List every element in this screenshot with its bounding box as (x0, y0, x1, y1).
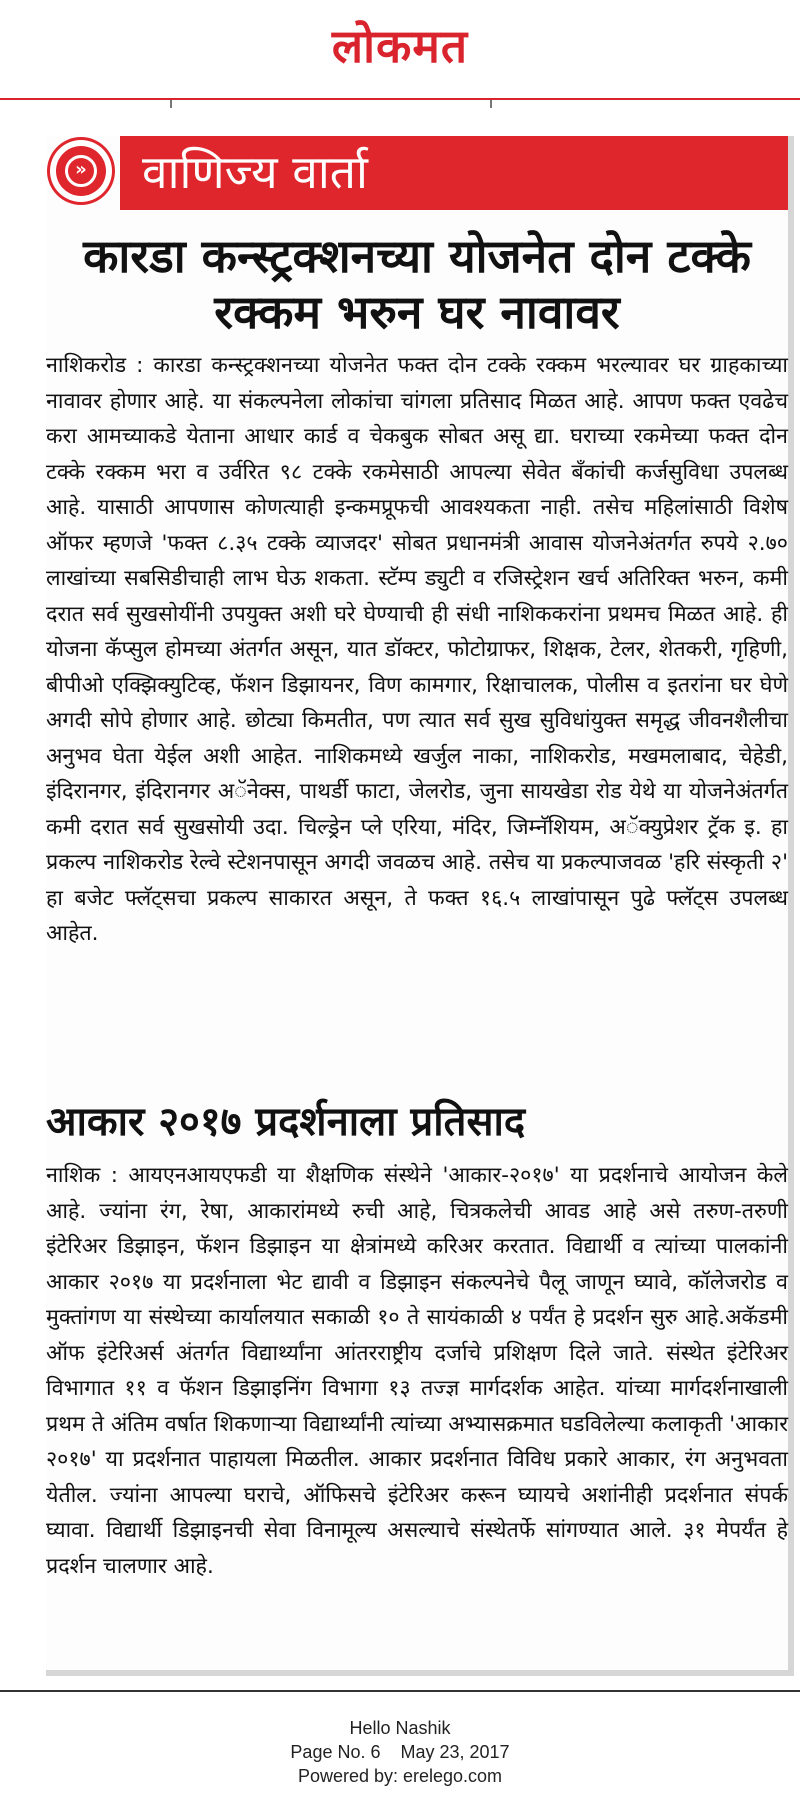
masthead-tick (170, 100, 172, 108)
footer-page-date: Page No. 6 May 23, 2017 (290, 1742, 510, 1762)
footer-powered-by: Powered by: erelego.com (297, 1766, 503, 1786)
footer-edition: Hello Nashik (349, 1718, 451, 1738)
section-badge-icon (50, 140, 112, 202)
section-title: वाणिज्य वार्ता (142, 145, 368, 199)
newspaper-logo: लोकमत (331, 19, 469, 73)
page-footer (0, 1716, 800, 1788)
article-2-headline: आकार २०१७ प्रदर्शनाला प्रतिसाद (46, 1099, 526, 1145)
article-1-body: नाशिकरोड : कारडा कन्स्ट्रक्शनच्या योजनेत फक्त दोन टक्के रक्कम भरल्यावर घर ग्राहकाच्या नावावर होणार आहे. या संकल्पनेला लोकांचा चांगला प्रतिसाद मिळत आहे. आपण फक्त एवढेच करा आमच्याकडे येताना आधार कार्ड व चेकबुक सोबत असू द्या. घराच्या रकमेच्या फक्त दोन टक्के रक्कम भरा व उर्वरित ९८ टक्के रकमेसाठी आपल्या सेवेत बँकांची कर्जसुविधा उपलब्ध आहे. यासाठी आपणास कोणत्याही इन्कमप्रूफची आवश्यकता नाही. तसेच महिलांसाठी विशेष ऑफर म्हणजे 'फक्त ८.३५ टक्के व्याजदर' सोबत प्रधानमंत्री आवास योजनेअंतर्गत रुपये २.७० लाखांच्या सबसिडीचाही लाभ घेऊ शकता. स्टॅम्प ड्युटी व रजिस्ट्रेशन खर्च अतिरिक्त भरुन, कमी दरात सर्व सुखसोयींनी उपयुक्त अशी घरे घेण्याची ही संधी नाशिककरांना प्रथमच मिळत आहे. ही योजना कॅप्सुल होमच्या अंतर्गत असून, यात डॉक्टर, फोटोग्राफर, शिक्षक, टेलर, शेतकरी, गृहिणी, बीपीओ एक्झिक्युटिव्ह, फॅशन डिझायनर, विण कामगार, रिक्षाचालक, पोलीस व इतरांना घर घेणे अगदी सोपे होणार आहे. छोट्या किमतीत, पण त्यात सर्व सुख सुविधांयुक्त समृद्ध जीवनशैलीचा अनुभव घेता येईल अशी आहेत. नाशिकमध्ये खर्जुल नाका, नाशिकरोड, मखमलाबाद, चेहेडी, इंदिरानगर, इंदिरानगर अॅनेक्स, पाथर्डी फाटा, जेलरोड, जुना सायखेडा रोड येथे या योजनेअंतर्गत कमी दरात सर्व सुखसोयी उदा. चिल्ड्रेन प्ले एरिया, मंदिर, जिम्नॅशियम, अॅक्युप्रेशर ट्रॅक इ. हा प्रकल्प नाशिकरोड रेल्वे स्टेशनपासून अगदी जवळच आहे. तसेच या प्रकल्पाजवळ 'हरि संस्कृती २' हा बजेट फ्लॅट्सचा प्रकल्प साकारत असून, ते फक्त १६.५ लाखांपासून पुढे फ्लॅट्स उपलब्ध आहेत. (46, 353, 788, 946)
article-1-headline: कारडा कन्स्ट्रक्शनच्या योजनेत दोन टक्के रक्कम भरुन घर नावावर (83, 229, 751, 339)
news-clipping (46, 136, 794, 1676)
section-header-bar (120, 136, 788, 210)
masthead-tick (490, 100, 492, 108)
masthead (0, 0, 800, 100)
masthead-rule (0, 98, 800, 100)
footer-rule (0, 1690, 800, 1692)
double-chevron-icon: » (65, 155, 97, 187)
article-2-body: नाशिक : आयएनआयएफडी या शैक्षणिक संस्थेने 'आकार-२०१७' या प्रदर्शनाचे आयोजन केले आहे. ज्यांना रंग, रेषा, आकारांमध्ये रुची आहे, चित्रकलेची आवड आहे असे तरुण-तरुणी इंटेरिअर डिझाइन, फॅशन डिझाइन या क्षेत्रांमध्ये करिअर करतात. विद्यार्थी व त्यांच्या पालकांनी आकार २०१७ या प्रदर्शनाला भेट द्यावी व डिझाइन संकल्पनेचे पैलू जाणून घ्यावे, कॉलेजरोड व मुक्तांगण या संस्थेच्या कार्यालयात सकाळी १० ते सायंकाळी ४ पर्यंत हे प्रदर्शन सुरु आहे.अकॅडमी ऑफ इंटेरिअर्स अंतर्गत विद्यार्थ्यांना आंतरराष्ट्रीय दर्जाचे प्रशिक्षण दिले जाते. संस्थेत इंटेरिअर विभागात ११ व फॅशन डिझाइनिंग विभागा १३ तज्ज्ञ मार्गदर्शक आहेत. यांच्या मार्गदर्शनाखाली प्रथम ते अंतिम वर्षात शिकणाऱ्या विद्यार्थ्यांनी त्यांच्या अभ्यासक्रमात घडविलेल्या कलाकृती 'आकार २०१७' या प्रदर्शनात पाहायला मिळतील. आकार प्रदर्शनात विविध प्रकारे आकार, रंग अनुभवता येतील. ज्यांना आपल्या घराचे, ऑफिसचे इंटेरिअर करून घ्यायचे अशांनीही प्रदर्शनात संपर्क घ्यावा. विद्यार्थी डिझाइनची सेवा विनामूल्य असल्याचे संस्थेतर्फे सांगण्यात आले. ३१ मेपर्यंत हे प्रदर्शन चालणार आहे. (46, 1163, 788, 1579)
